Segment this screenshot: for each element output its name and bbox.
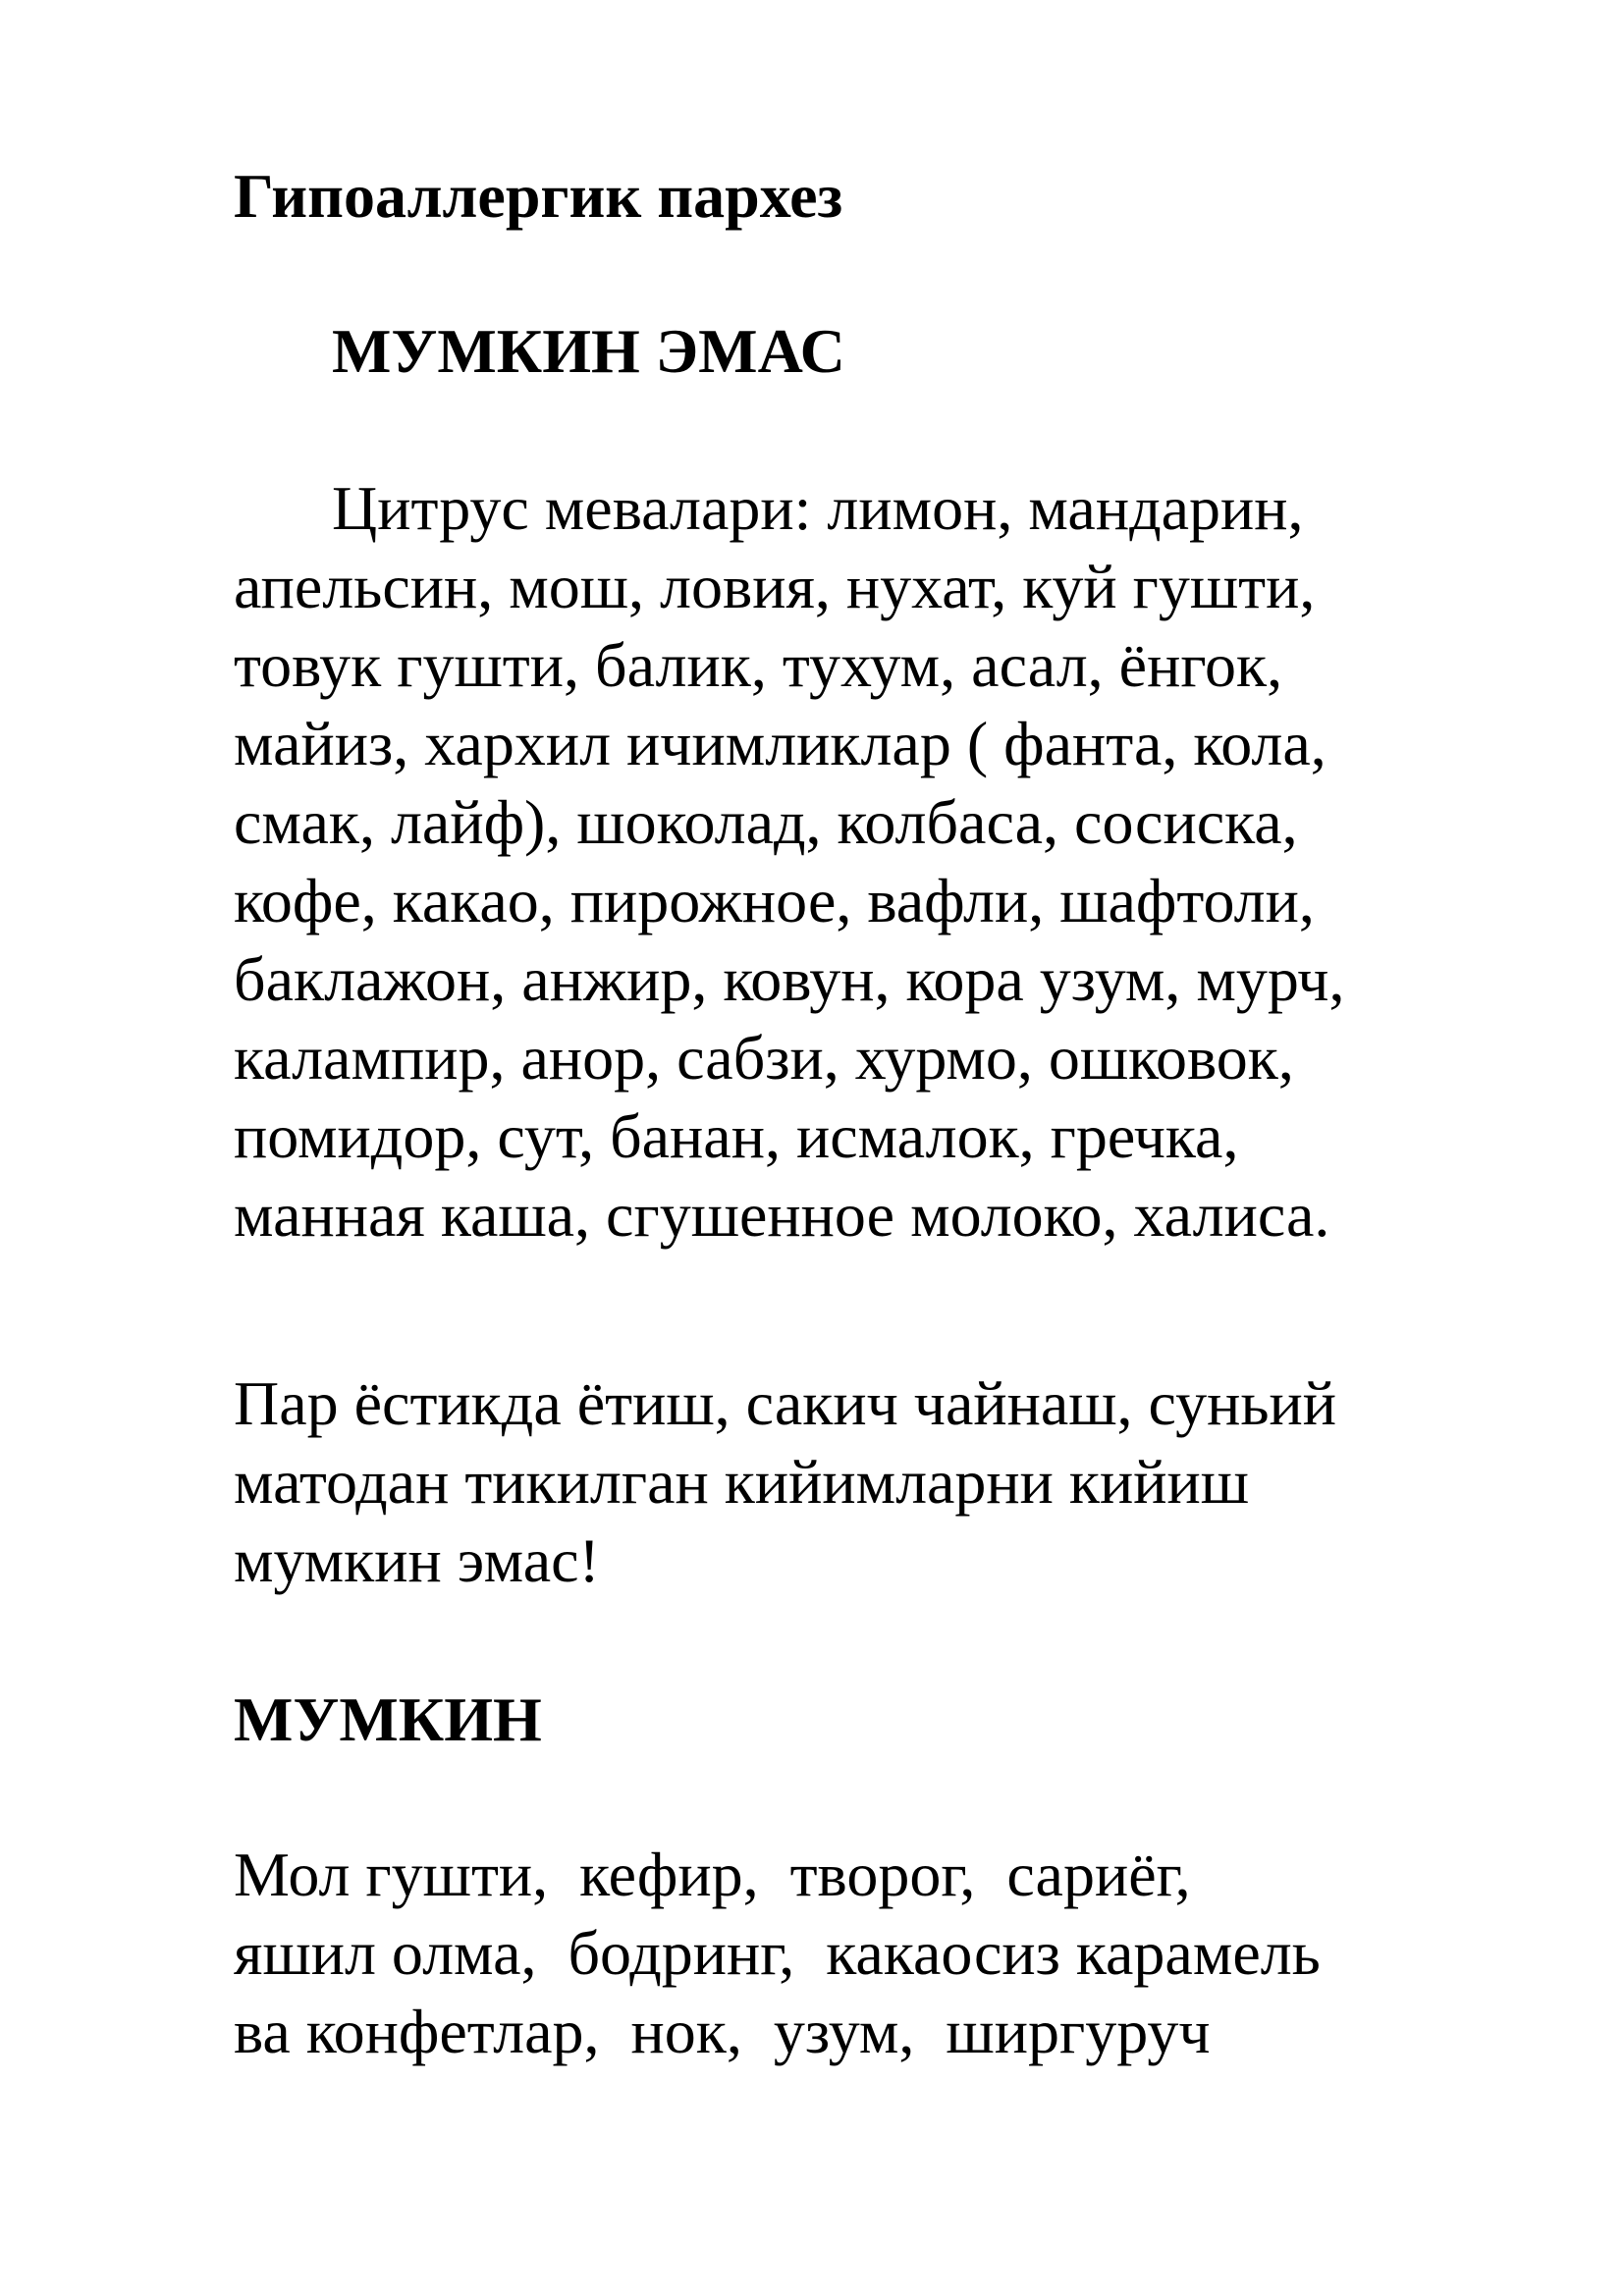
forbidden-foods-line: смак, лайф), шоколад, колбаса, сосиска, (234, 787, 1298, 857)
forbidden-foods-line: майиз, хархил ичимликлар ( фанта, кола, (234, 709, 1326, 778)
document-title: Гипоаллергик пархез (234, 161, 843, 231)
allowed-heading: МУМКИН (234, 1684, 542, 1754)
forbidden-actions-line: матодан тикилган кийимларни кийиш (234, 1447, 1250, 1517)
allowed-foods-line: Мол гушти, кефир, творог, сариёг, (234, 1840, 1191, 1909)
forbidden-foods-line: Цитрус мевалари: лимон, мандарин, (332, 473, 1304, 543)
forbidden-foods-line: калампир, анор, сабзи, хурмо, ошковок, (234, 1023, 1294, 1093)
forbidden-foods-line: апельсин, мош, ловия, нухат, куй гушти, (234, 552, 1316, 621)
forbidden-foods-line: помидор, сут, банан, исмалок, гречка, (234, 1101, 1239, 1171)
forbidden-foods-line: товук гушти, балик, тухум, асал, ёнгок, (234, 630, 1283, 700)
forbidden-actions-line: Пар ёстикда ётиш, сакич чайнаш, суньий (234, 1368, 1337, 1438)
forbidden-heading: МУМКИН ЭМАС (332, 316, 845, 386)
allowed-foods-line: ва конфетлар, нок, узум, ширгуруч (234, 1997, 1211, 2066)
forbidden-actions-line: мумкин эмас! (234, 1525, 600, 1595)
forbidden-foods-line: баклажон, анжир, ковун, кора узум, мурч, (234, 944, 1345, 1014)
forbidden-foods-line: кофе, какао, пирожное, вафли, шафтоли, (234, 866, 1315, 935)
allowed-foods-line: яшил олма, бодринг, какаосиз карамель (234, 1918, 1321, 1988)
forbidden-foods-line: манная каша, сгушенное молоко, халиса. (234, 1180, 1330, 1250)
